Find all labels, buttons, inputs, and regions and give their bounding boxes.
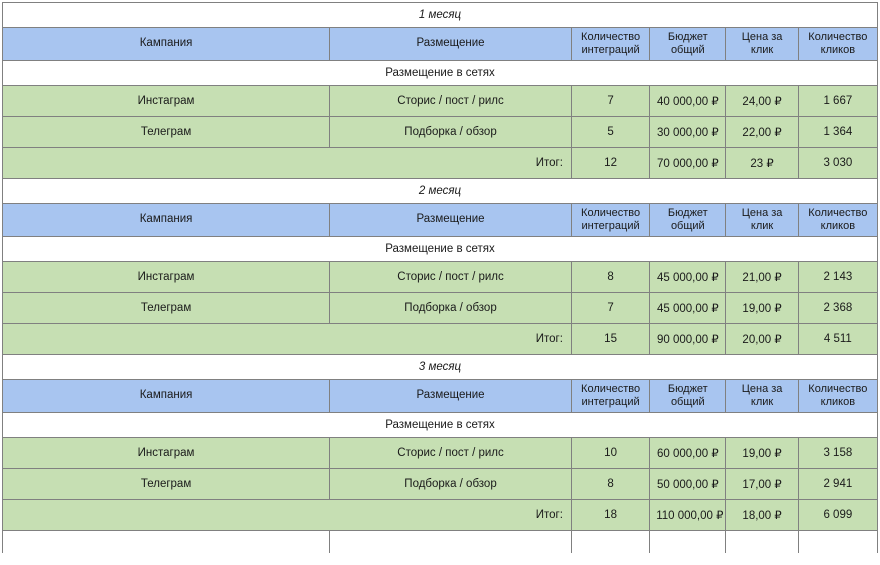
header-count [571, 204, 649, 237]
header-cpc-line2: клик [750, 220, 774, 232]
empty-cell [798, 531, 877, 554]
header-cpc [726, 204, 798, 237]
total-cpc: 18,00 ₽ [726, 500, 798, 531]
section-title-row [3, 413, 878, 438]
header-cpc-line1: Цена за [741, 383, 783, 396]
cell-campaign: Телеграм [3, 117, 330, 148]
header-clicks [798, 28, 877, 61]
cell-campaign: Телеграм [3, 293, 330, 324]
header-cpc [726, 380, 798, 413]
cell-clicks: 2 941 [798, 469, 877, 500]
header-budget-line2: общий [670, 220, 705, 232]
header-count [571, 380, 649, 413]
total-count: 15 [571, 324, 649, 355]
cell-count: 10 [571, 438, 649, 469]
header-count-line1: Количество [581, 383, 641, 396]
cell-clicks: 2 143 [798, 262, 877, 293]
total-row [3, 148, 878, 179]
header-count-line2: интеграций [581, 44, 640, 56]
cell-budget: 50 000,00 ₽ [650, 469, 726, 500]
section-title: Размещение в сетях [3, 237, 878, 262]
header-campaign: Кампания [3, 380, 330, 413]
total-count: 12 [571, 148, 649, 179]
cell-placement: Сторис / пост / рилс [330, 438, 572, 469]
total-row [3, 324, 878, 355]
header-budget-line2: общий [670, 396, 705, 408]
empty-cell [3, 531, 330, 554]
cell-count: 7 [571, 293, 649, 324]
header-placement: Размещение [330, 380, 572, 413]
cell-clicks: 1 364 [798, 117, 877, 148]
header-cpc [726, 28, 798, 61]
empty-cell [330, 531, 572, 554]
total-count: 18 [571, 500, 649, 531]
header-clicks-line1: Количество [808, 383, 868, 396]
column-header-row [3, 380, 878, 413]
header-cpc-line2: клик [750, 44, 774, 56]
total-budget: 70 000,00 ₽ [650, 148, 726, 179]
total-budget: 110 000,00 ₽ [650, 500, 726, 531]
cell-cpc: 19,00 ₽ [726, 293, 798, 324]
total-row [3, 500, 878, 531]
empty-cell [726, 531, 798, 554]
cell-budget: 45 000,00 ₽ [650, 262, 726, 293]
cell-count: 7 [571, 86, 649, 117]
header-count-line1: Количество [581, 31, 641, 44]
empty-cell [650, 531, 726, 554]
header-clicks-line2: кликов [820, 396, 856, 408]
total-clicks: 6 099 [798, 500, 877, 531]
cell-placement: Подборка / обзор [330, 293, 572, 324]
trailing-empty-row [3, 531, 878, 554]
month-title: 2 месяц [3, 179, 878, 204]
cell-clicks: 1 667 [798, 86, 877, 117]
total-clicks: 3 030 [798, 148, 877, 179]
cell-campaign: Инстаграм [3, 262, 330, 293]
header-budget-line1: Бюджет [667, 383, 708, 396]
cell-cpc: 21,00 ₽ [726, 262, 798, 293]
empty-cell [571, 531, 649, 554]
total-cpc: 23 ₽ [726, 148, 798, 179]
table-row [3, 438, 878, 469]
cell-budget: 40 000,00 ₽ [650, 86, 726, 117]
header-cpc-line2: клик [750, 396, 774, 408]
header-campaign: Кампания [3, 204, 330, 237]
table-row [3, 86, 878, 117]
cell-placement: Подборка / обзор [330, 469, 572, 500]
header-budget-line1: Бюджет [667, 31, 708, 44]
cell-placement: Подборка / обзор [330, 117, 572, 148]
table-row [3, 293, 878, 324]
header-cpc-line1: Цена за [741, 207, 783, 220]
cell-clicks: 2 368 [798, 293, 877, 324]
header-clicks-line1: Количество [808, 207, 868, 220]
header-clicks-line2: кликов [820, 220, 856, 232]
header-budget [650, 28, 726, 61]
header-budget [650, 204, 726, 237]
total-budget: 90 000,00 ₽ [650, 324, 726, 355]
cell-cpc: 19,00 ₽ [726, 438, 798, 469]
header-clicks-line2: кликов [820, 44, 856, 56]
section-title-row [3, 61, 878, 86]
table-row [3, 469, 878, 500]
total-label: Итог: [3, 500, 572, 531]
cell-cpc: 22,00 ₽ [726, 117, 798, 148]
cell-campaign: Телеграм [3, 469, 330, 500]
section-title: Размещение в сетях [3, 413, 878, 438]
cell-count: 8 [571, 262, 649, 293]
header-clicks [798, 204, 877, 237]
cell-count: 5 [571, 117, 649, 148]
total-label: Итог: [3, 148, 572, 179]
section-title: Размещение в сетях [3, 61, 878, 86]
month-title: 1 месяц [3, 3, 878, 28]
cell-budget: 45 000,00 ₽ [650, 293, 726, 324]
header-count [571, 28, 649, 61]
header-budget-line2: общий [670, 44, 705, 56]
column-header-row [3, 28, 878, 61]
cell-placement: Сторис / пост / рилс [330, 262, 572, 293]
table-row [3, 117, 878, 148]
month-title-row [3, 179, 878, 204]
header-budget [650, 380, 726, 413]
header-placement: Размещение [330, 204, 572, 237]
cell-count: 8 [571, 469, 649, 500]
cell-campaign: Инстаграм [3, 438, 330, 469]
cell-cpc: 24,00 ₽ [726, 86, 798, 117]
month-title: 3 месяц [3, 355, 878, 380]
header-cpc-line1: Цена за [741, 31, 783, 44]
total-clicks: 4 511 [798, 324, 877, 355]
header-count-line2: интеграций [581, 396, 640, 408]
cell-clicks: 3 158 [798, 438, 877, 469]
table-row [3, 262, 878, 293]
section-title-row [3, 237, 878, 262]
cell-campaign: Инстаграм [3, 86, 330, 117]
month-title-row [3, 3, 878, 28]
header-budget-line1: Бюджет [667, 207, 708, 220]
header-clicks-line1: Количество [808, 31, 868, 44]
media-plan-table [2, 2, 878, 553]
header-count-line1: Количество [581, 207, 641, 220]
total-cpc: 20,00 ₽ [726, 324, 798, 355]
month-title-row [3, 355, 878, 380]
column-header-row [3, 204, 878, 237]
header-clicks [798, 380, 877, 413]
cell-placement: Сторис / пост / рилс [330, 86, 572, 117]
header-placement: Размещение [330, 28, 572, 61]
header-campaign: Кампания [3, 28, 330, 61]
header-count-line2: интеграций [581, 220, 640, 232]
cell-cpc: 17,00 ₽ [726, 469, 798, 500]
cell-budget: 30 000,00 ₽ [650, 117, 726, 148]
total-label: Итог: [3, 324, 572, 355]
cell-budget: 60 000,00 ₽ [650, 438, 726, 469]
